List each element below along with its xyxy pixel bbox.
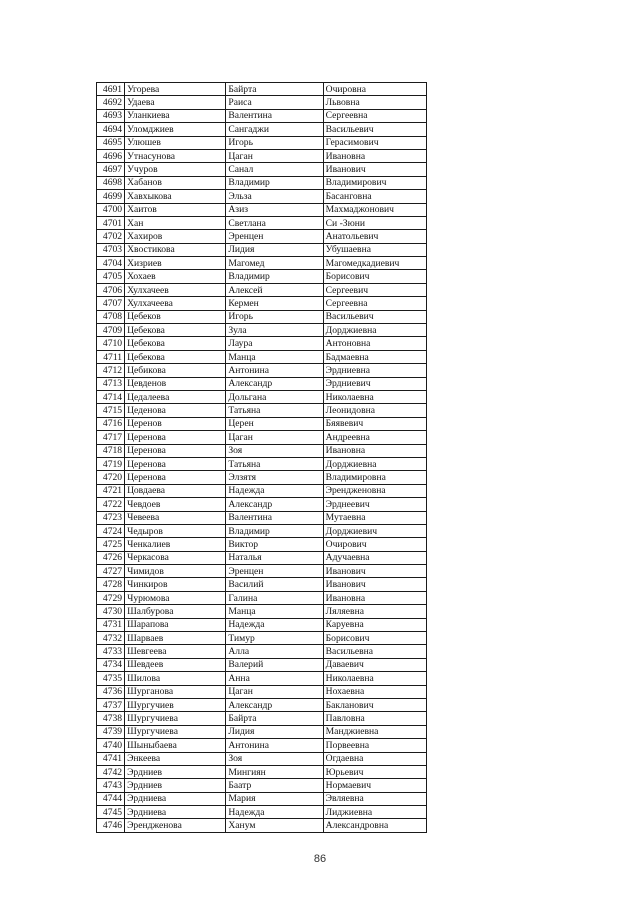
table-row [97, 230, 427, 243]
table-row [97, 350, 427, 363]
given-name-cell: Надежда [226, 618, 323, 631]
given-name-cell: Дольгана [226, 390, 323, 403]
patronymic-cell: Бадмаевна [323, 350, 426, 363]
surname-cell: Цебикова [125, 364, 226, 377]
given-name-cell: Валерий [226, 658, 323, 671]
surname-cell: Чинкиров [125, 578, 226, 591]
row-number-cell: 4726 [97, 551, 125, 564]
patronymic-cell: Порвеевна [323, 739, 426, 752]
surname-cell: Шургучиева [125, 725, 226, 738]
surname-cell: Церенов [125, 417, 226, 430]
surname-cell: Цебекова [125, 337, 226, 350]
given-name-cell: Лаура [226, 337, 323, 350]
surname-cell: Церенова [125, 444, 226, 457]
given-name-cell: Татьяна [226, 404, 323, 417]
surname-cell: Цебекова [125, 324, 226, 337]
surname-cell: Утнасунова [125, 149, 226, 162]
given-name-cell: Манца [226, 350, 323, 363]
given-name-cell: Светлана [226, 216, 323, 229]
surname-cell: Уланкиева [125, 109, 226, 122]
row-number-cell: 4711 [97, 350, 125, 363]
surname-cell: Церенова [125, 471, 226, 484]
table-row [97, 524, 427, 537]
surname-cell: Шарваев [125, 632, 226, 645]
surname-cell: Шилова [125, 672, 226, 685]
given-name-cell: Лидия [226, 725, 323, 738]
surname-cell: Цеденова [125, 404, 226, 417]
given-name-cell: Василий [226, 578, 323, 591]
given-name-cell: Ханум [226, 819, 323, 832]
table-row [97, 712, 427, 725]
patronymic-cell: Александровна [323, 819, 426, 832]
patronymic-cell: Бяявевич [323, 417, 426, 430]
table-row [97, 765, 427, 778]
patronymic-cell: Очировна [323, 83, 426, 96]
patronymic-cell: Герасимович [323, 136, 426, 149]
table-row [97, 377, 427, 390]
surname-cell: Цевденов [125, 377, 226, 390]
table-row [97, 149, 427, 162]
table-row [97, 658, 427, 671]
row-number-cell: 4734 [97, 658, 125, 671]
patronymic-cell: Николаевна [323, 672, 426, 685]
table-row [97, 324, 427, 337]
surname-cell: Эрдниева [125, 806, 226, 819]
given-name-cell: Алла [226, 645, 323, 658]
surname-cell: Улюшев [125, 136, 226, 149]
row-number-cell: 4713 [97, 377, 125, 390]
row-number-cell: 4709 [97, 324, 125, 337]
table-row [97, 83, 427, 96]
given-name-cell: Мария [226, 792, 323, 805]
table-row [97, 136, 427, 149]
given-name-cell: Санал [226, 163, 323, 176]
patronymic-cell: Васильевич [323, 310, 426, 323]
surname-cell: Церенова [125, 457, 226, 470]
given-name-cell: Мингиян [226, 765, 323, 778]
table-row [97, 618, 427, 631]
patronymic-cell: Дорджиевич [323, 524, 426, 537]
surname-cell: Эрдниева [125, 792, 226, 805]
given-name-cell: Эренцен [226, 230, 323, 243]
surname-cell: Шарапова [125, 618, 226, 631]
patronymic-cell: Эрдниевич [323, 377, 426, 390]
surname-cell: Шургучиева [125, 712, 226, 725]
table-row [97, 216, 427, 229]
table-row [97, 551, 427, 564]
patronymic-cell: Манджиевна [323, 725, 426, 738]
table-row [97, 511, 427, 524]
row-number-cell: 4735 [97, 672, 125, 685]
given-name-cell: Лидия [226, 243, 323, 256]
surname-cell: Цовдаева [125, 484, 226, 497]
row-number-cell: 4738 [97, 712, 125, 725]
row-number-cell: 4699 [97, 190, 125, 203]
patronymic-cell: Ляляевна [323, 605, 426, 618]
table-row [97, 163, 427, 176]
table-row [97, 725, 427, 738]
surname-cell: Шыныбаева [125, 739, 226, 752]
table-row [97, 645, 427, 658]
surname-cell: Удаева [125, 96, 226, 109]
surname-cell: Цебеков [125, 310, 226, 323]
table-row [97, 672, 427, 685]
table-row [97, 605, 427, 618]
row-number-cell: 4736 [97, 685, 125, 698]
table-row [97, 565, 427, 578]
row-number-cell: 4740 [97, 739, 125, 752]
patronymic-cell: Дорджиевна [323, 457, 426, 470]
given-name-cell: Зоя [226, 444, 323, 457]
surname-cell: Эрдниев [125, 765, 226, 778]
table-row [97, 578, 427, 591]
given-name-cell: Байрта [226, 712, 323, 725]
row-number-cell: 4741 [97, 752, 125, 765]
table-row [97, 444, 427, 457]
row-number-cell: 4733 [97, 645, 125, 658]
patronymic-cell: Анатольевич [323, 230, 426, 243]
surname-cell: Чурюмова [125, 591, 226, 604]
surname-cell: Хахиров [125, 230, 226, 243]
table-row [97, 498, 427, 511]
given-name-cell: Байрта [226, 83, 323, 96]
patronymic-cell: Сергеевич [323, 283, 426, 296]
row-number-cell: 4717 [97, 431, 125, 444]
patronymic-cell: Убушаевна [323, 243, 426, 256]
row-number-cell: 4730 [97, 605, 125, 618]
row-number-cell: 4720 [97, 471, 125, 484]
row-number-cell: 4724 [97, 524, 125, 537]
table-row [97, 96, 427, 109]
surname-cell: Чевдоев [125, 498, 226, 511]
patronymic-cell: Очирович [323, 538, 426, 551]
row-number-cell: 4691 [97, 83, 125, 96]
patronymic-cell: Владимировна [323, 471, 426, 484]
patronymic-cell: Иванович [323, 578, 426, 591]
table-row [97, 806, 427, 819]
given-name-cell: Игорь [226, 136, 323, 149]
row-number-cell: 4701 [97, 216, 125, 229]
table-row [97, 297, 427, 310]
given-name-cell: Владимир [226, 524, 323, 537]
row-number-cell: 4732 [97, 632, 125, 645]
surname-cell: Цебекова [125, 350, 226, 363]
given-name-cell: Баатр [226, 779, 323, 792]
table-row [97, 257, 427, 270]
patronymic-cell: Андреевна [323, 431, 426, 444]
patronymic-cell: Бакланович [323, 698, 426, 711]
row-number-cell: 4708 [97, 310, 125, 323]
row-number-cell: 4702 [97, 230, 125, 243]
patronymic-cell: Васильевич [323, 123, 426, 136]
patronymic-cell: Иванович [323, 565, 426, 578]
table-row [97, 310, 427, 323]
table-row [97, 123, 427, 136]
given-name-cell: Зула [226, 324, 323, 337]
table-row [97, 203, 427, 216]
row-number-cell: 4731 [97, 618, 125, 631]
patronymic-cell: Юрьевич [323, 765, 426, 778]
row-number-cell: 4696 [97, 149, 125, 162]
row-number-cell: 4742 [97, 765, 125, 778]
table-row [97, 270, 427, 283]
given-name-cell: Надежда [226, 806, 323, 819]
row-number-cell: 4721 [97, 484, 125, 497]
row-number-cell: 4707 [97, 297, 125, 310]
surname-cell: Эрдниев [125, 779, 226, 792]
patronymic-cell: Васильевна [323, 645, 426, 658]
surname-cell: Хавхыкова [125, 190, 226, 203]
patronymic-cell: Даваевич [323, 658, 426, 671]
registry-table-body [97, 83, 427, 833]
given-name-cell: Тимур [226, 632, 323, 645]
registry-table [96, 82, 427, 833]
given-name-cell: Цаган [226, 685, 323, 698]
surname-cell: Ченкалиев [125, 538, 226, 551]
table-row [97, 176, 427, 189]
table-row [97, 484, 427, 497]
patronymic-cell: Огдаевна [323, 752, 426, 765]
row-number-cell: 4719 [97, 457, 125, 470]
patronymic-cell: Эрендженовна [323, 484, 426, 497]
surname-cell: Шургучиев [125, 698, 226, 711]
surname-cell: Энкеева [125, 752, 226, 765]
patronymic-cell: Ивановна [323, 591, 426, 604]
table-row [97, 404, 427, 417]
table-row [97, 109, 427, 122]
given-name-cell: Игорь [226, 310, 323, 323]
table-row [97, 417, 427, 430]
row-number-cell: 4723 [97, 511, 125, 524]
surname-cell: Учуров [125, 163, 226, 176]
row-number-cell: 4739 [97, 725, 125, 738]
table-row [97, 538, 427, 551]
given-name-cell: Валентина [226, 511, 323, 524]
given-name-cell: Сангаджи [226, 123, 323, 136]
table-row [97, 243, 427, 256]
given-name-cell: Антонина [226, 739, 323, 752]
patronymic-cell: Павловна [323, 712, 426, 725]
row-number-cell: 4744 [97, 792, 125, 805]
row-number-cell: 4745 [97, 806, 125, 819]
surname-cell: Хизриев [125, 257, 226, 270]
row-number-cell: 4705 [97, 270, 125, 283]
patronymic-cell: Ивановна [323, 149, 426, 162]
patronymic-cell: Магомедкадиевич [323, 257, 426, 270]
surname-cell: Чимидов [125, 565, 226, 578]
row-number-cell: 4725 [97, 538, 125, 551]
row-number-cell: 4695 [97, 136, 125, 149]
patronymic-cell: Эвляевна [323, 792, 426, 805]
patronymic-cell: Антоновна [323, 337, 426, 350]
surname-cell: Хан [125, 216, 226, 229]
table-row [97, 283, 427, 296]
row-number-cell: 4712 [97, 364, 125, 377]
patronymic-cell: Владимирович [323, 176, 426, 189]
surname-cell: Шевгеева [125, 645, 226, 658]
table-row [97, 752, 427, 765]
table-row [97, 739, 427, 752]
row-number-cell: 4746 [97, 819, 125, 832]
patronymic-cell: Сергеевна [323, 297, 426, 310]
row-number-cell: 4706 [97, 283, 125, 296]
patronymic-cell: Каруевна [323, 618, 426, 631]
surname-cell: Эрендженова [125, 819, 226, 832]
row-number-cell: 4697 [97, 163, 125, 176]
patronymic-cell: Иванович [323, 163, 426, 176]
given-name-cell: Эльза [226, 190, 323, 203]
table-row [97, 190, 427, 203]
surname-cell: Уломджиев [125, 123, 226, 136]
row-number-cell: 4729 [97, 591, 125, 604]
table-row [97, 685, 427, 698]
given-name-cell: Церен [226, 417, 323, 430]
given-name-cell: Виктор [226, 538, 323, 551]
patronymic-cell: Адучаевна [323, 551, 426, 564]
table-row [97, 698, 427, 711]
table-row [97, 792, 427, 805]
patronymic-cell: Махмаджонович [323, 203, 426, 216]
patronymic-cell: Борисович [323, 632, 426, 645]
patronymic-cell: Ивановна [323, 444, 426, 457]
given-name-cell: Владимир [226, 270, 323, 283]
row-number-cell: 4704 [97, 257, 125, 270]
given-name-cell: Александр [226, 698, 323, 711]
table-row [97, 431, 427, 444]
given-name-cell: Татьяна [226, 457, 323, 470]
row-number-cell: 4693 [97, 109, 125, 122]
given-name-cell: Антонина [226, 364, 323, 377]
surname-cell: Шурганова [125, 685, 226, 698]
given-name-cell: Алексей [226, 283, 323, 296]
row-number-cell: 4728 [97, 578, 125, 591]
document-page [96, 82, 427, 833]
table-row [97, 819, 427, 832]
patronymic-cell: Борисович [323, 270, 426, 283]
row-number-cell: 4692 [97, 96, 125, 109]
table-row [97, 779, 427, 792]
given-name-cell: Владимир [226, 176, 323, 189]
given-name-cell: Александр [226, 498, 323, 511]
surname-cell: Хаитов [125, 203, 226, 216]
surname-cell: Цедалеева [125, 390, 226, 403]
given-name-cell: Азиз [226, 203, 323, 216]
patronymic-cell: Николаевна [323, 390, 426, 403]
table-row [97, 390, 427, 403]
row-number-cell: 4703 [97, 243, 125, 256]
table-row [97, 364, 427, 377]
patronymic-cell: Дорджиевна [323, 324, 426, 337]
patronymic-cell: Эрдниевна [323, 364, 426, 377]
table-row [97, 591, 427, 604]
patronymic-cell: Лиджиевна [323, 806, 426, 819]
patronymic-cell: Сергеевна [323, 109, 426, 122]
given-name-cell: Наталья [226, 551, 323, 564]
patronymic-cell: Мутаевна [323, 511, 426, 524]
surname-cell: Шевдеев [125, 658, 226, 671]
surname-cell: Чевеева [125, 511, 226, 524]
given-name-cell: Надежда [226, 484, 323, 497]
surname-cell: Хабанов [125, 176, 226, 189]
surname-cell: Хулхачеева [125, 297, 226, 310]
table-row [97, 337, 427, 350]
patronymic-cell: Леонидовна [323, 404, 426, 417]
given-name-cell: Раиса [226, 96, 323, 109]
given-name-cell: Анна [226, 672, 323, 685]
patronymic-cell: Львовна [323, 96, 426, 109]
table-row [97, 457, 427, 470]
patronymic-cell: Нохаевна [323, 685, 426, 698]
given-name-cell: Александр [226, 377, 323, 390]
row-number-cell: 4694 [97, 123, 125, 136]
surname-cell: Шалбурова [125, 605, 226, 618]
table-row [97, 471, 427, 484]
given-name-cell: Элзятя [226, 471, 323, 484]
patronymic-cell: Эрднеевич [323, 498, 426, 511]
row-number-cell: 4716 [97, 417, 125, 430]
given-name-cell: Эренцен [226, 565, 323, 578]
row-number-cell: 4722 [97, 498, 125, 511]
surname-cell: Хулхачеев [125, 283, 226, 296]
surname-cell: Хохаев [125, 270, 226, 283]
row-number-cell: 4700 [97, 203, 125, 216]
row-number-cell: 4715 [97, 404, 125, 417]
row-number-cell: 4714 [97, 390, 125, 403]
patronymic-cell: Нормаевич [323, 779, 426, 792]
surname-cell: Черкасова [125, 551, 226, 564]
page-number: 86 [313, 853, 327, 865]
given-name-cell: Манца [226, 605, 323, 618]
surname-cell: Церенова [125, 431, 226, 444]
given-name-cell: Валентина [226, 109, 323, 122]
row-number-cell: 4727 [97, 565, 125, 578]
table-row [97, 632, 427, 645]
row-number-cell: 4743 [97, 779, 125, 792]
row-number-cell: 4710 [97, 337, 125, 350]
given-name-cell: Кермен [226, 297, 323, 310]
given-name-cell: Цаган [226, 431, 323, 444]
given-name-cell: Магомед [226, 257, 323, 270]
row-number-cell: 4698 [97, 176, 125, 189]
given-name-cell: Зоя [226, 752, 323, 765]
surname-cell: Угорева [125, 83, 226, 96]
given-name-cell: Галина [226, 591, 323, 604]
row-number-cell: 4737 [97, 698, 125, 711]
row-number-cell: 4718 [97, 444, 125, 457]
given-name-cell: Цаган [226, 149, 323, 162]
patronymic-cell: Си -Зюни [323, 216, 426, 229]
surname-cell: Хвостикова [125, 243, 226, 256]
patronymic-cell: Басанговна [323, 190, 426, 203]
surname-cell: Чедыров [125, 524, 226, 537]
